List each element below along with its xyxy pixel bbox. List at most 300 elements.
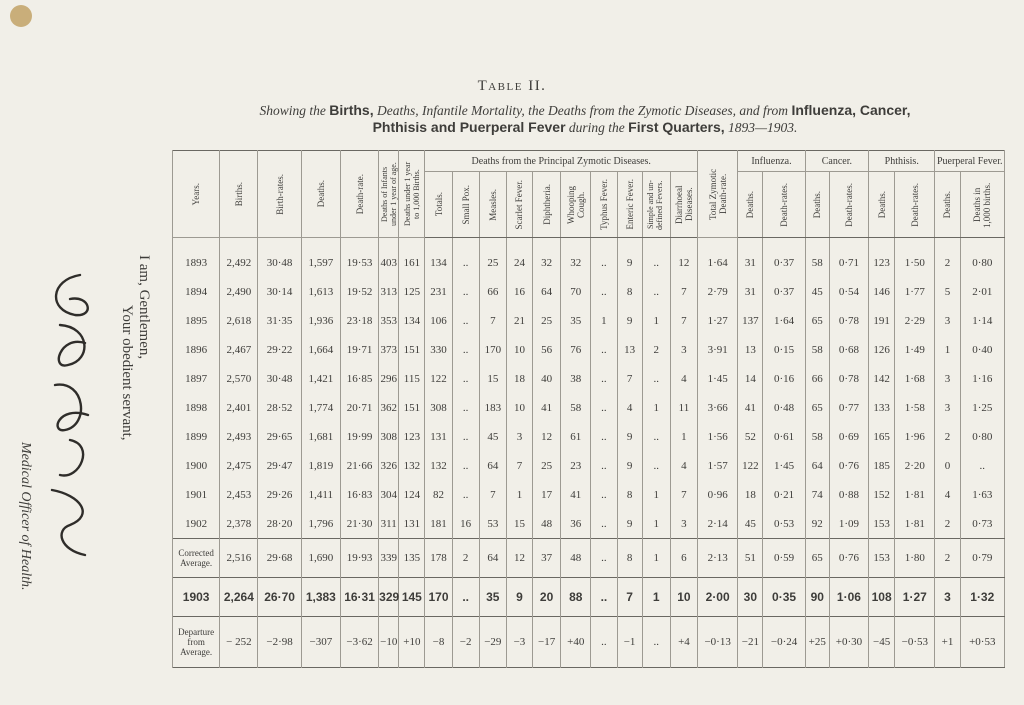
table-cell: 0·79 <box>960 539 1004 578</box>
table-row <box>173 238 1005 278</box>
table-cell: 29·68 <box>258 539 301 578</box>
header-cell: Death-rate. <box>340 151 378 238</box>
header-cell: Simple and un-defined Fevers. <box>642 172 670 238</box>
table-cell: 2·14 <box>698 509 738 539</box>
table-cell: 64 <box>533 277 561 306</box>
table-cell: 8 <box>617 277 642 306</box>
table-cell: 135 <box>399 539 425 578</box>
table-cell: 0·37 <box>763 238 805 278</box>
header-cell: Totals. <box>425 172 452 238</box>
table-cell: 1895 <box>173 306 220 335</box>
table-cell: 48 <box>533 509 561 539</box>
table-cell: 0·80 <box>960 238 1004 278</box>
table-cell: 1·14 <box>960 306 1004 335</box>
table-cell: 61 <box>561 422 591 451</box>
table-cell: 64 <box>479 451 506 480</box>
table-cell: 231 <box>425 277 452 306</box>
table-cell: 183 <box>479 393 506 422</box>
table-cell: 4 <box>935 480 960 509</box>
signatory-role: Medical Officer of Health. <box>18 442 33 591</box>
table-cell: .. <box>591 335 617 364</box>
table-cell: 1903 <box>173 578 220 617</box>
table-cell: 151 <box>399 393 425 422</box>
header-cell: Diphtheria. <box>533 172 561 238</box>
table-cell: 0·16 <box>763 364 805 393</box>
header-cell: Deaths. <box>869 172 895 238</box>
table-cell: 131 <box>425 422 452 451</box>
table-cell: .. <box>642 422 670 451</box>
table-cell: 1,597 <box>301 238 340 278</box>
table-cell: 1,421 <box>301 364 340 393</box>
table-row <box>173 451 1005 480</box>
table-cell: 65 <box>805 306 829 335</box>
closing-line-1: I am, Gentlemen, <box>136 255 152 360</box>
table-cell: 25 <box>533 306 561 335</box>
table-cell: −0·13 <box>698 617 738 668</box>
table-cell: 132 <box>425 451 452 480</box>
table-cell: −3·62 <box>340 617 378 668</box>
table-cell: 37 <box>533 539 561 578</box>
table-cell: 2 <box>452 539 479 578</box>
table-cell: 1·96 <box>895 422 935 451</box>
table-cell: 40 <box>533 364 561 393</box>
table-cell: 4 <box>617 393 642 422</box>
table-cell: −45 <box>869 617 895 668</box>
table-cell: 1,690 <box>301 539 340 578</box>
table-cell: +0·53 <box>960 617 1004 668</box>
table-cell: 35 <box>561 306 591 335</box>
table-cell: 58 <box>805 335 829 364</box>
table-cell: .. <box>591 451 617 480</box>
table-cell: .. <box>591 480 617 509</box>
table-cell: .. <box>960 451 1004 480</box>
departure-row <box>173 617 1005 668</box>
table-cell: − 252 <box>220 617 258 668</box>
table-cell: 1·50 <box>895 238 935 278</box>
table-cell: 9 <box>617 306 642 335</box>
table-cell: 0·76 <box>829 539 868 578</box>
table-row <box>173 364 1005 393</box>
table-row <box>173 393 1005 422</box>
table-cell: 1·64 <box>763 306 805 335</box>
table-cell: 0·80 <box>960 422 1004 451</box>
table-cell: 0·71 <box>829 238 868 278</box>
table-cell: 191 <box>869 306 895 335</box>
table-cell: −17 <box>533 617 561 668</box>
table-cell: −0·24 <box>763 617 805 668</box>
table-cell: 373 <box>379 335 399 364</box>
table-cell: 181 <box>425 509 452 539</box>
table-cell: 16·85 <box>340 364 378 393</box>
table-cell: 329 <box>379 578 399 617</box>
table-cell: 24 <box>506 238 532 278</box>
table-body <box>173 238 1005 668</box>
table-cell: 131 <box>399 509 425 539</box>
table-cell: 125 <box>399 277 425 306</box>
table-cell: 2,490 <box>220 277 258 306</box>
table-cell: 1,774 <box>301 393 340 422</box>
table-cell: .. <box>452 364 479 393</box>
table-cell: 65 <box>805 393 829 422</box>
table-cell: 0·21 <box>763 480 805 509</box>
table-cell: 3 <box>670 335 697 364</box>
table-cell: 6 <box>670 539 697 578</box>
table-cell: 1,936 <box>301 306 340 335</box>
table-cell: .. <box>452 578 479 617</box>
table-cell: 14 <box>738 364 763 393</box>
table-cell: 53 <box>479 509 506 539</box>
table-cell: 9 <box>506 578 532 617</box>
table-cell: 0·15 <box>763 335 805 364</box>
table-cell: 2,493 <box>220 422 258 451</box>
table-cell: 123 <box>869 238 895 278</box>
table-cell: .. <box>452 422 479 451</box>
group-header-row <box>173 151 1005 172</box>
table-cell: 70 <box>561 277 591 306</box>
table-cell: 16 <box>452 509 479 539</box>
table-cell: 0·59 <box>763 539 805 578</box>
table-cell: 1 <box>642 480 670 509</box>
table-cell: 137 <box>738 306 763 335</box>
table-cell: 45 <box>738 509 763 539</box>
table-cell: .. <box>591 277 617 306</box>
table-cell: 134 <box>399 306 425 335</box>
table-cell: 2·20 <box>895 451 935 480</box>
header-cell: Death-rates. <box>895 172 935 238</box>
table-cell: 12 <box>506 539 532 578</box>
table-cell: 1,796 <box>301 509 340 539</box>
table-cell: 7 <box>670 306 697 335</box>
table-cell: 23 <box>561 451 591 480</box>
table-cell: 7 <box>617 364 642 393</box>
table-cell: 10 <box>506 393 532 422</box>
table-cell: 1·80 <box>895 539 935 578</box>
table-cell: 1896 <box>173 335 220 364</box>
table-cell: 1901 <box>173 480 220 509</box>
table-cell: 2·29 <box>895 306 935 335</box>
header-cell: Typhus Fever. <box>591 172 617 238</box>
table-cell: 9 <box>617 238 642 278</box>
table-cell: .. <box>642 277 670 306</box>
header-cell: Years. <box>173 151 220 238</box>
row-label: Departure from Average. <box>173 617 220 668</box>
table-cell: 132 <box>399 451 425 480</box>
table-cell: 1 <box>591 306 617 335</box>
cancer-group-header: Cancer. <box>805 151 868 172</box>
table-cell: 0·96 <box>698 480 738 509</box>
table-cell: 2·13 <box>698 539 738 578</box>
table-cell: 20 <box>533 578 561 617</box>
table-cell: 7 <box>506 451 532 480</box>
table-cell: 2,492 <box>220 238 258 278</box>
table-cell: 18 <box>506 364 532 393</box>
table-cell: 41 <box>738 393 763 422</box>
table-cell: 5 <box>935 277 960 306</box>
table-cell: 1,819 <box>301 451 340 480</box>
table-cell: .. <box>452 306 479 335</box>
table-title: Table II. <box>477 78 547 94</box>
table-cell: 19·53 <box>340 238 378 278</box>
table-cell: 308 <box>379 422 399 451</box>
table-cell: 13 <box>617 335 642 364</box>
table-cell: 2,453 <box>220 480 258 509</box>
table-cell: 1,411 <box>301 480 340 509</box>
table-cell: 9 <box>617 451 642 480</box>
table-cell: .. <box>591 238 617 278</box>
table-cell: 56 <box>533 335 561 364</box>
table-cell: 115 <box>399 364 425 393</box>
table-cell: −0·53 <box>895 617 935 668</box>
table-cell: 1 <box>670 422 697 451</box>
table-cell: 330 <box>425 335 452 364</box>
table-cell: 19·71 <box>340 335 378 364</box>
table-cell: 0·77 <box>829 393 868 422</box>
table-cell: 313 <box>379 277 399 306</box>
table-cell: 7 <box>617 578 642 617</box>
table-cell: −2 <box>452 617 479 668</box>
table-cell: 16·31 <box>340 578 378 617</box>
table-cell: −307 <box>301 617 340 668</box>
header-cell: Enteric Fever. <box>617 172 642 238</box>
header-cell: Deaths in 1,000 births. <box>960 172 1004 238</box>
header-cell: Death-rates. <box>829 172 868 238</box>
table-cell: 26·70 <box>258 578 301 617</box>
table-cell: 296 <box>379 364 399 393</box>
table-cell: −10 <box>379 617 399 668</box>
header-cell: Death-rates. <box>763 172 805 238</box>
table-cell: 66 <box>805 364 829 393</box>
table-cell: 153 <box>869 509 895 539</box>
table-cell: 0·61 <box>763 422 805 451</box>
table-cell: 2 <box>935 509 960 539</box>
table-row <box>173 509 1005 539</box>
table-cell: .. <box>642 617 670 668</box>
table-cell: 3 <box>506 422 532 451</box>
table-cell: 11 <box>670 393 697 422</box>
puerperal-group-header: Puerperal Fever. <box>935 151 1005 172</box>
table-cell: 16·83 <box>340 480 378 509</box>
table-cell: .. <box>591 539 617 578</box>
table-cell: 19·99 <box>340 422 378 451</box>
table-cell: 28·20 <box>258 509 301 539</box>
table-cell: −8 <box>425 617 452 668</box>
table-cell: 108 <box>869 578 895 617</box>
table-cell: .. <box>591 509 617 539</box>
table-cell: .. <box>591 364 617 393</box>
table-cell: −1 <box>617 617 642 668</box>
table-cell: 8 <box>617 539 642 578</box>
table-cell: 41 <box>533 393 561 422</box>
table-cell: 31 <box>738 238 763 278</box>
table-subtitle: Showing the Births, Deaths, Infantile Mortality, the Deaths from the Zymotic Diseases, and from Influenza, Cancer, Phthisis and Puerperal Fever during the First Quarters, 1893—1903. <box>259 102 911 135</box>
table-cell: .. <box>642 238 670 278</box>
table-cell: .. <box>591 578 617 617</box>
table-cell: 0·78 <box>829 364 868 393</box>
table-cell: 1 <box>506 480 532 509</box>
table-cell: 1·45 <box>763 451 805 480</box>
table-row <box>173 422 1005 451</box>
table-cell: 30 <box>738 578 763 617</box>
table-cell: −29 <box>479 617 506 668</box>
table-cell: 1900 <box>173 451 220 480</box>
table-cell: .. <box>642 451 670 480</box>
table-cell: 7 <box>670 480 697 509</box>
table-row <box>173 277 1005 306</box>
table-cell: 123 <box>399 422 425 451</box>
table-cell: 2 <box>642 335 670 364</box>
table-cell: 3 <box>935 393 960 422</box>
table-cell: 3·66 <box>698 393 738 422</box>
table-cell: −21 <box>738 617 763 668</box>
table-cell: 2·00 <box>698 578 738 617</box>
table-cell: 15 <box>479 364 506 393</box>
table-cell: 1893 <box>173 238 220 278</box>
table-cell: 17 <box>533 480 561 509</box>
table-cell: 1 <box>642 306 670 335</box>
table-cell: 142 <box>869 364 895 393</box>
table-cell: 28·52 <box>258 393 301 422</box>
table-cell: .. <box>591 422 617 451</box>
table-cell: 16 <box>506 277 532 306</box>
table-cell: 90 <box>805 578 829 617</box>
table-cell: 15 <box>506 509 532 539</box>
table-cell: 339 <box>379 539 399 578</box>
table-cell: 30·14 <box>258 277 301 306</box>
table-cell: 1898 <box>173 393 220 422</box>
table-cell: 1 <box>642 539 670 578</box>
table-cell: 2,401 <box>220 393 258 422</box>
table-cell: 1·49 <box>895 335 935 364</box>
table-cell: 0·68 <box>829 335 868 364</box>
table-cell: 2,378 <box>220 509 258 539</box>
table-cell: 2 <box>935 422 960 451</box>
table-cell: 66 <box>479 277 506 306</box>
table-cell: 3 <box>935 364 960 393</box>
header-cell: Deaths. <box>738 172 763 238</box>
table-cell: 2,570 <box>220 364 258 393</box>
table-cell: 29·22 <box>258 335 301 364</box>
header-cell: Deaths under 1 year to 1,000 Births. <box>399 151 425 238</box>
table-cell: 64 <box>479 539 506 578</box>
table-cell: 52 <box>738 422 763 451</box>
table-cell: 45 <box>479 422 506 451</box>
table-cell: 1·77 <box>895 277 935 306</box>
header-cell: Deaths. <box>935 172 960 238</box>
table-cell: 0·69 <box>829 422 868 451</box>
table-cell: 4 <box>670 364 697 393</box>
table-cell: 1·27 <box>895 578 935 617</box>
table-cell: .. <box>452 335 479 364</box>
header-cell: Births. <box>220 151 258 238</box>
table-cell: 8 <box>617 480 642 509</box>
table-cell: 152 <box>869 480 895 509</box>
table-cell: 1902 <box>173 509 220 539</box>
table-cell: 326 <box>379 451 399 480</box>
table-cell: 29·65 <box>258 422 301 451</box>
table-cell: .. <box>452 277 479 306</box>
table-cell: −3 <box>506 617 532 668</box>
table-cell: 403 <box>379 238 399 278</box>
table-cell: 31 <box>738 277 763 306</box>
table-cell: 126 <box>869 335 895 364</box>
table-cell: 304 <box>379 480 399 509</box>
table-cell: 82 <box>425 480 452 509</box>
influenza-group-header: Influenza. <box>738 151 805 172</box>
header-cell: Birth-rates. <box>258 151 301 238</box>
table-cell: 12 <box>670 238 697 278</box>
table-cell: 1·68 <box>895 364 935 393</box>
table-cell: 3 <box>670 509 697 539</box>
table-cell: 32 <box>533 238 561 278</box>
table-cell: 134 <box>425 238 452 278</box>
table-cell: 1·81 <box>895 509 935 539</box>
table-cell: 122 <box>738 451 763 480</box>
table-cell: 3 <box>935 306 960 335</box>
table-cell: 7 <box>479 306 506 335</box>
table-cell: 2·01 <box>960 277 1004 306</box>
table-cell: 74 <box>805 480 829 509</box>
table-cell: 1·64 <box>698 238 738 278</box>
header-cell: Deaths of Infants under 1 year of age. <box>379 151 399 238</box>
binder-hole <box>10 5 32 27</box>
table-cell: 20·71 <box>340 393 378 422</box>
header-cell: Scarlet Fever. <box>506 172 532 238</box>
table-cell: 1·16 <box>960 364 1004 393</box>
table-cell: 165 <box>869 422 895 451</box>
table-cell: .. <box>452 238 479 278</box>
table-cell: 65 <box>805 539 829 578</box>
table-cell: 1·06 <box>829 578 868 617</box>
table-cell: 32 <box>561 238 591 278</box>
table-cell: 19·93 <box>340 539 378 578</box>
table-cell: 7 <box>670 277 697 306</box>
table-cell: 1 <box>642 578 670 617</box>
table-cell: 0·53 <box>763 509 805 539</box>
table-cell: 35 <box>479 578 506 617</box>
table-cell: 1·32 <box>960 578 1004 617</box>
table-cell: .. <box>591 393 617 422</box>
table-cell: 1 <box>935 335 960 364</box>
table-cell: 64 <box>805 451 829 480</box>
table-cell: .. <box>452 393 479 422</box>
table-cell: 185 <box>869 451 895 480</box>
table-cell: 58 <box>805 238 829 278</box>
table-cell: 178 <box>425 539 452 578</box>
table-cell: 170 <box>425 578 452 617</box>
table-cell: 1·57 <box>698 451 738 480</box>
header-cell: Whooping Cough. <box>561 172 591 238</box>
table-cell: 0·76 <box>829 451 868 480</box>
table-cell: 106 <box>425 306 452 335</box>
table-cell: −2·98 <box>258 617 301 668</box>
table-cell: 21·66 <box>340 451 378 480</box>
table-cell: 58 <box>561 393 591 422</box>
table-cell: 51 <box>738 539 763 578</box>
table-cell: 2,475 <box>220 451 258 480</box>
table-cell: 88 <box>561 578 591 617</box>
statistics-table <box>172 150 1005 668</box>
table-cell: 29·47 <box>258 451 301 480</box>
table-cell: 2,467 <box>220 335 258 364</box>
table-cell: 23·18 <box>340 306 378 335</box>
table-cell: 9 <box>617 422 642 451</box>
header-cell: Deaths. <box>805 172 829 238</box>
table-cell: 0·35 <box>763 578 805 617</box>
table-cell: 13 <box>738 335 763 364</box>
table-cell: 0 <box>935 451 960 480</box>
table-cell: 31·35 <box>258 306 301 335</box>
table-cell: 1·56 <box>698 422 738 451</box>
